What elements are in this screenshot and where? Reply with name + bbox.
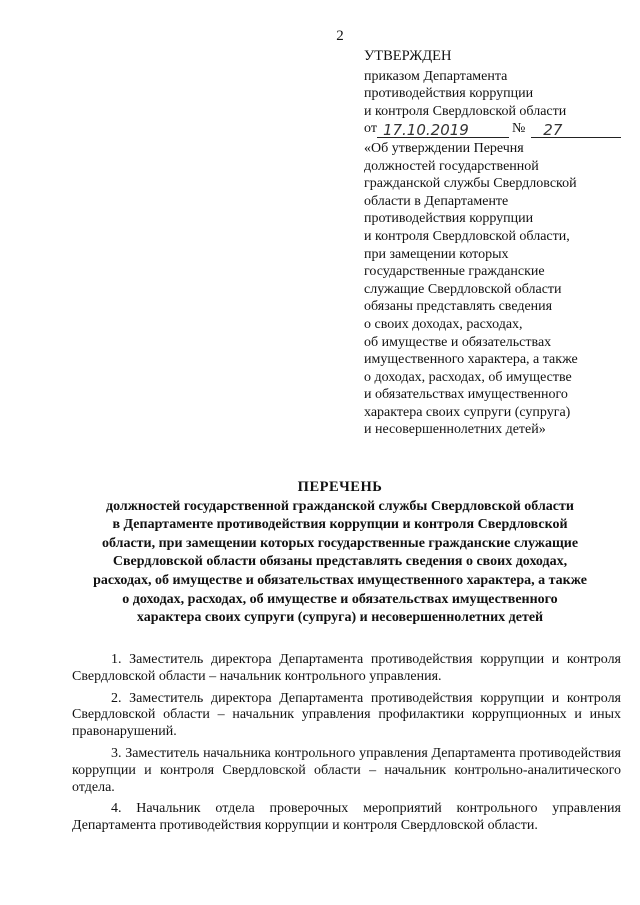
list-item: 2. Заместитель директора Департамента противодействия коррупции и контроля Свердловской области – начальник управления профилактики коррупционных и иных правонарушений. — [72, 690, 621, 740]
order-title-line: и обязательствах имущественного — [364, 387, 568, 403]
order-title-line: гражданской службы Свердловской — [364, 176, 577, 192]
list-title: ПЕРЕЧЕНЬ — [297, 479, 383, 495]
heading-line: характера своих супруги (супруга) и несовершеннолетних детей — [136, 610, 544, 626]
handwritten-number: 27 — [531, 123, 621, 138]
list-item: 3. Заместитель начальника контрольного управления Департамента противодействия коррупции и контроля Свердловской области – начальник контрольно-аналитического отдела. — [72, 745, 621, 795]
order-line: приказом Департамента — [364, 68, 508, 84]
heading-line: расходах, об имуществе и обязательствах имущественного характера, а также — [93, 572, 587, 588]
order-title-line: и контроля Свердловской области, — [364, 228, 570, 244]
heading-line: должностей государственной гражданской службы Свердловской области — [106, 498, 574, 514]
order-title-line: о своих доходах, расходах, — [364, 316, 523, 332]
order-title-line: области в Департаменте — [364, 193, 509, 209]
order-title-line: об имуществе и обязательствах — [364, 334, 552, 350]
heading-line: в Департаменте противодействия коррупции и контроля Свердловской — [112, 517, 568, 533]
list-item: 1. Заместитель директора Департамента противодействия коррупции и контроля Свердловской области – начальник контрольного управления. — [72, 652, 621, 684]
approval-stamp-title: УТВЕРЖДЕН — [364, 48, 452, 64]
positions-list — [72, 652, 621, 840]
order-line: и контроля Свердловской области — [364, 103, 567, 119]
approval-block — [364, 48, 634, 439]
number-sign: № — [511, 121, 526, 137]
order-title-line: «Об утверждении Перечня — [364, 140, 524, 156]
heading-line: области, при замещении которых государственные гражданские служащие — [101, 535, 579, 551]
order-title-line: характера своих супруги (супруга) — [364, 404, 571, 420]
order-title-line: о доходах, расходах, об имуществе — [364, 369, 572, 385]
order-line: противодействия коррупции — [364, 86, 534, 102]
order-title-line: государственные гражданские — [364, 264, 545, 280]
list-item: 4. Начальник отдела проверочных мероприятий контрольного управления Департамента противодействия коррупции и контроля Свердловской области. — [72, 801, 621, 834]
date-prefix: от — [364, 121, 377, 137]
list-heading — [60, 478, 620, 628]
order-title-line: должностей государственной — [364, 158, 539, 174]
order-title-line: обязаны представлять сведения — [364, 299, 553, 315]
order-title-line: служащие Свердловской области — [364, 281, 562, 297]
handwritten-date: 17.10.2019 — [377, 123, 509, 138]
order-date-line — [364, 120, 634, 138]
order-title-line: противодействия коррупции — [364, 211, 534, 227]
heading-line: Свердловской области обязаны представлять сведения о своих доходах, — [112, 554, 568, 570]
heading-line: о доходах, расходах, об имуществе и обязательствах имущественного — [122, 591, 558, 607]
page-number: 2 — [336, 28, 344, 44]
order-title-line: при замещении которых — [364, 246, 509, 262]
order-title-line: имущественного характера, а также — [364, 352, 578, 368]
order-title — [364, 140, 634, 439]
order-title-line: и несовершеннолетних детей» — [364, 422, 546, 438]
